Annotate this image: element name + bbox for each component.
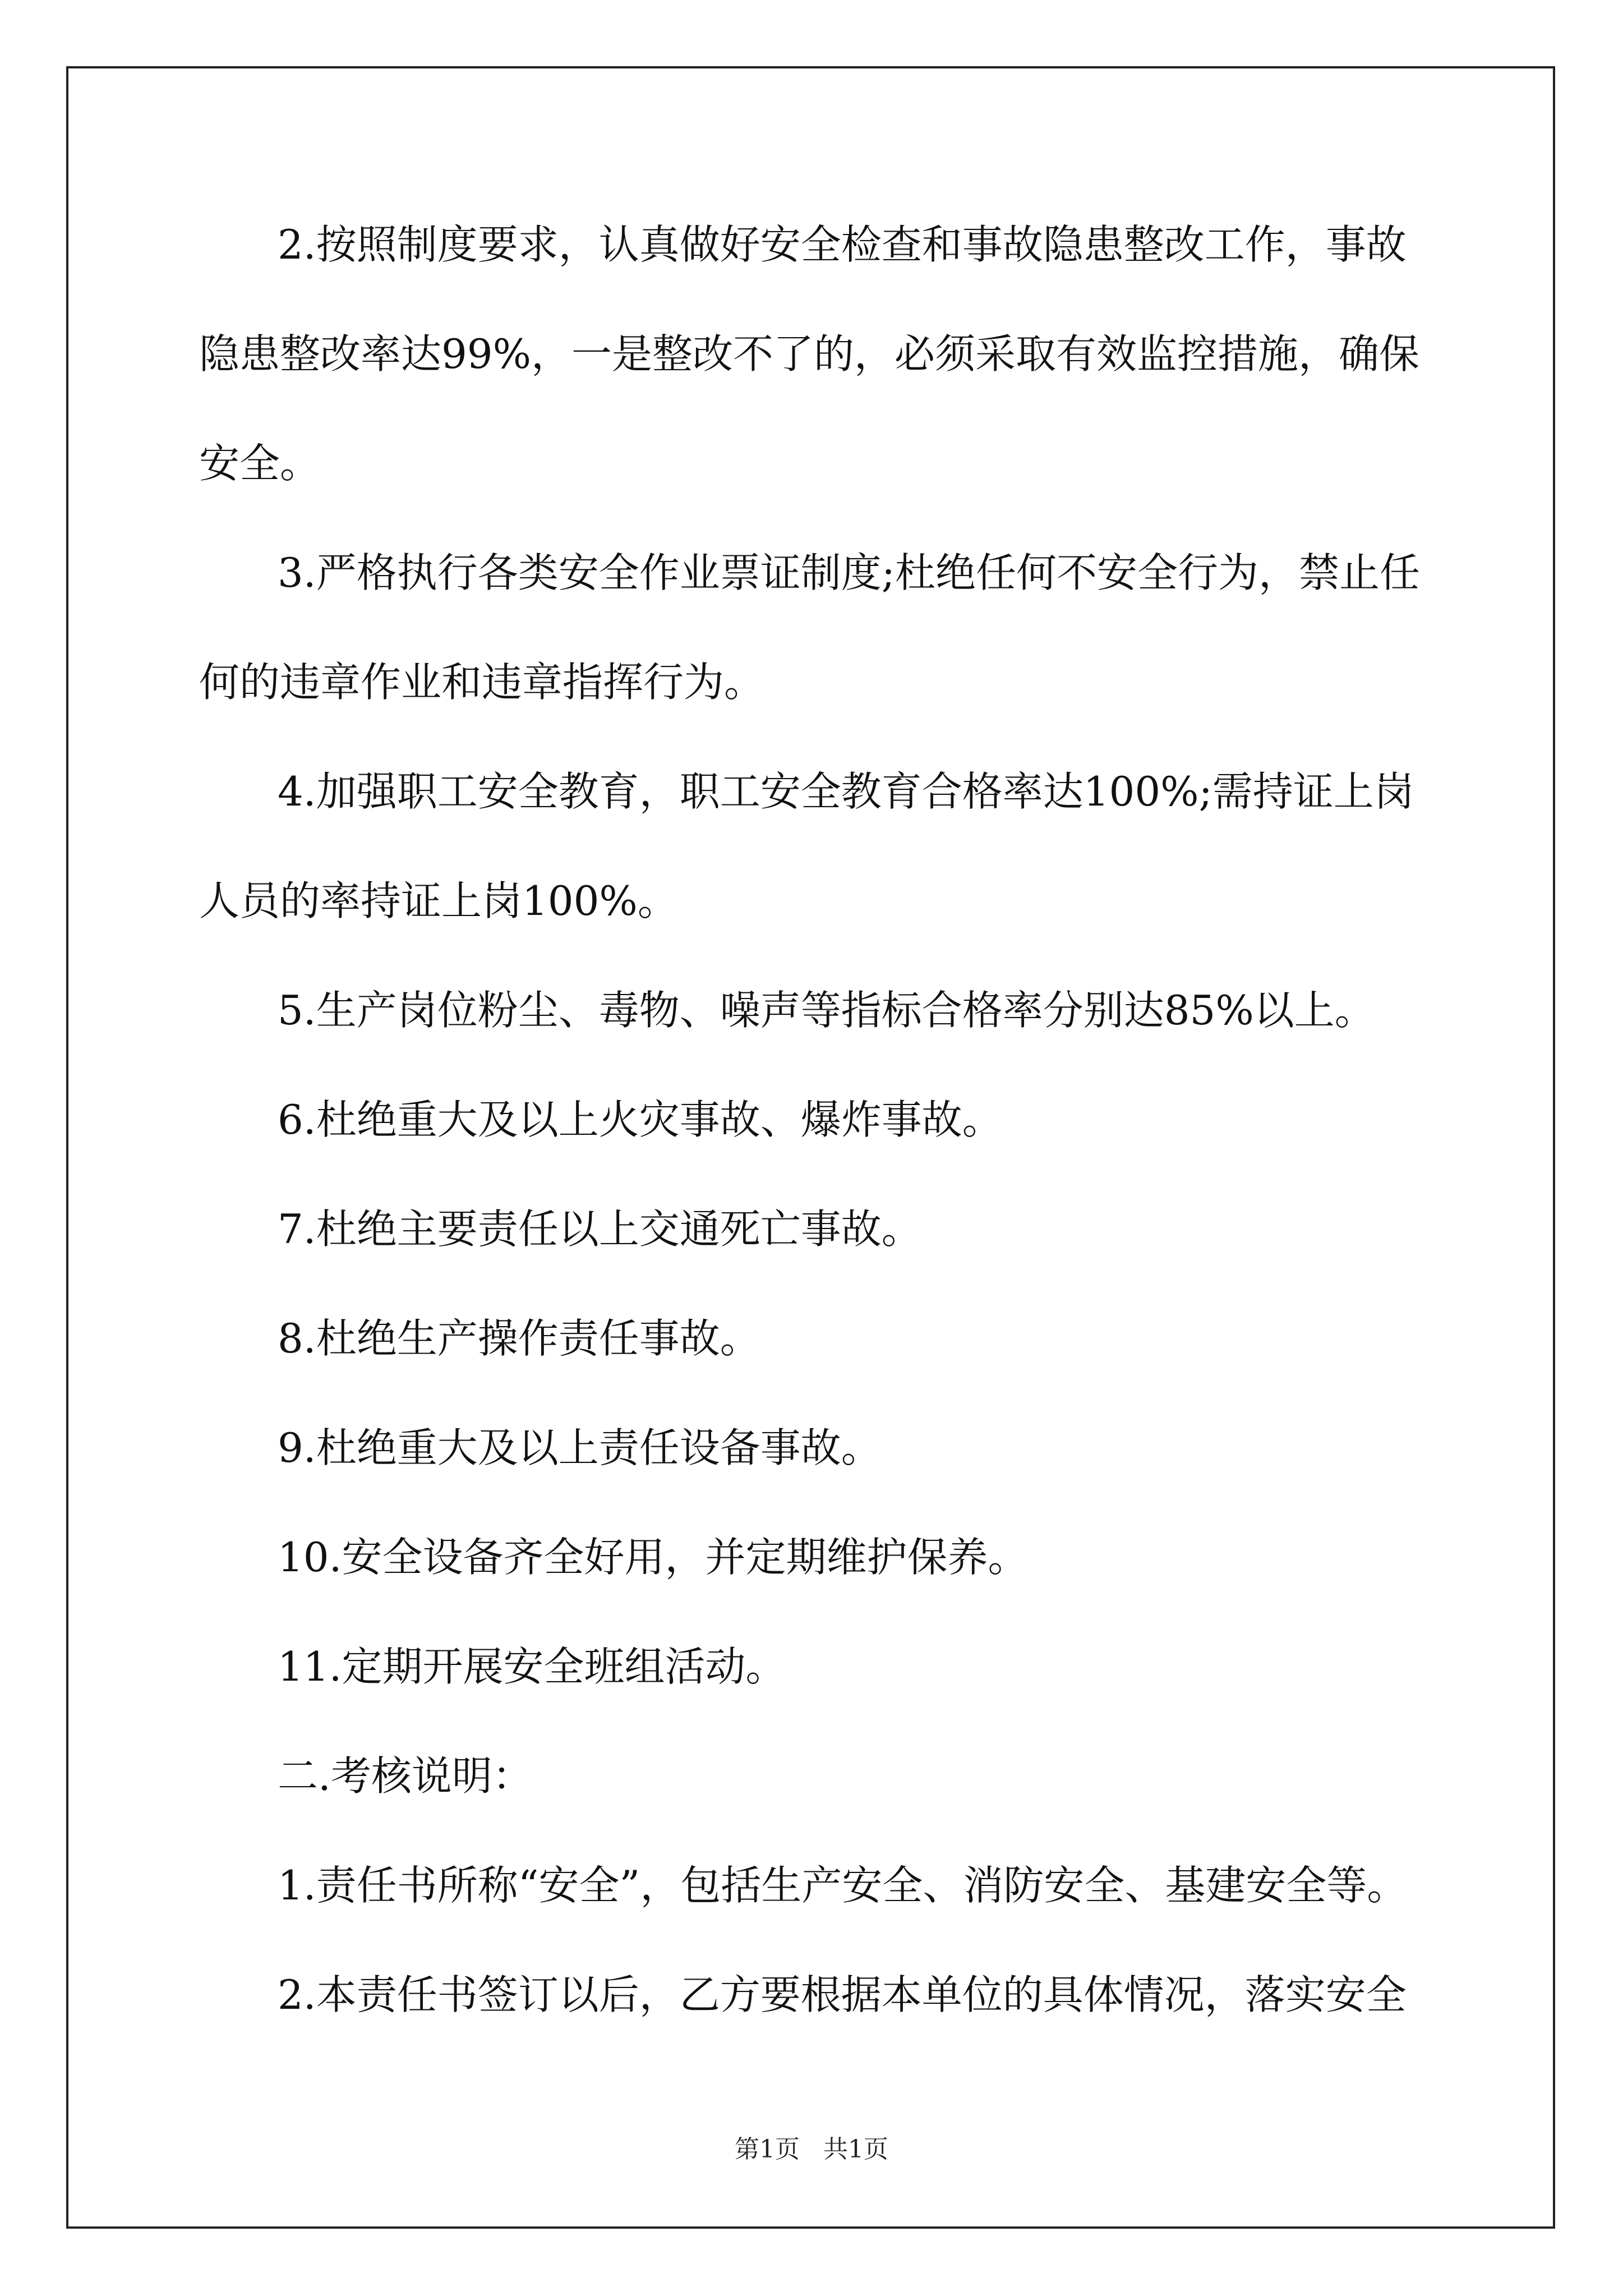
paragraph-line: 隐患整改率达99%，一是整改不了的，必须采取有效监控措施，确保 [199,330,1420,378]
paragraph-line: 7.杜绝主要责任以上交通死亡事故。 [278,1205,922,1253]
section-heading: 二.考核说明： [278,1752,533,1800]
paragraph-line: 何的违章作业和违章指挥行为。 [199,659,765,706]
paragraph-line: 9.杜绝重大及以上责任设备事故。 [278,1424,882,1471]
paragraph-line: 4.加强职工安全教育，职工安全教育合格率达100%;需持证上岗 [278,768,1414,815]
paragraph-line: 10.安全设备齐全好用，并定期维护保养。 [278,1534,1029,1581]
paragraph-line: 11.定期开展安全班组活动。 [278,1643,786,1690]
paragraph-line: 8.杜绝生产操作责任事故。 [278,1315,760,1362]
paragraph-line: 2.本责任书签订以后，乙方要根据本单位的具体情况，落实安全 [278,1971,1407,2018]
paragraph-line: 人员的率持证上岗100%。 [199,877,678,924]
paragraph-line: 5.生产岗位粉尘、毒物、噪声等指标合格率分别达85%以上。 [278,987,1375,1034]
paragraph-line: 6.杜绝重大及以上火灾事故、爆炸事故。 [278,1096,1003,1143]
paragraph-line: 1.责任书所称“安全”，包括生产安全、消防安全、基建安全等。 [278,1862,1408,1909]
paragraph-line: 2.按照制度要求，认真做好安全检查和事故隐患整改工作，事故 [278,221,1407,268]
paragraph-line: 安全。 [199,440,321,487]
paragraph-line: 3.严格执行各类安全作业票证制度;杜绝任何不安全行为，禁止任 [278,549,1420,596]
page-number-footer: 第1页 共1页 [735,2135,888,2164]
